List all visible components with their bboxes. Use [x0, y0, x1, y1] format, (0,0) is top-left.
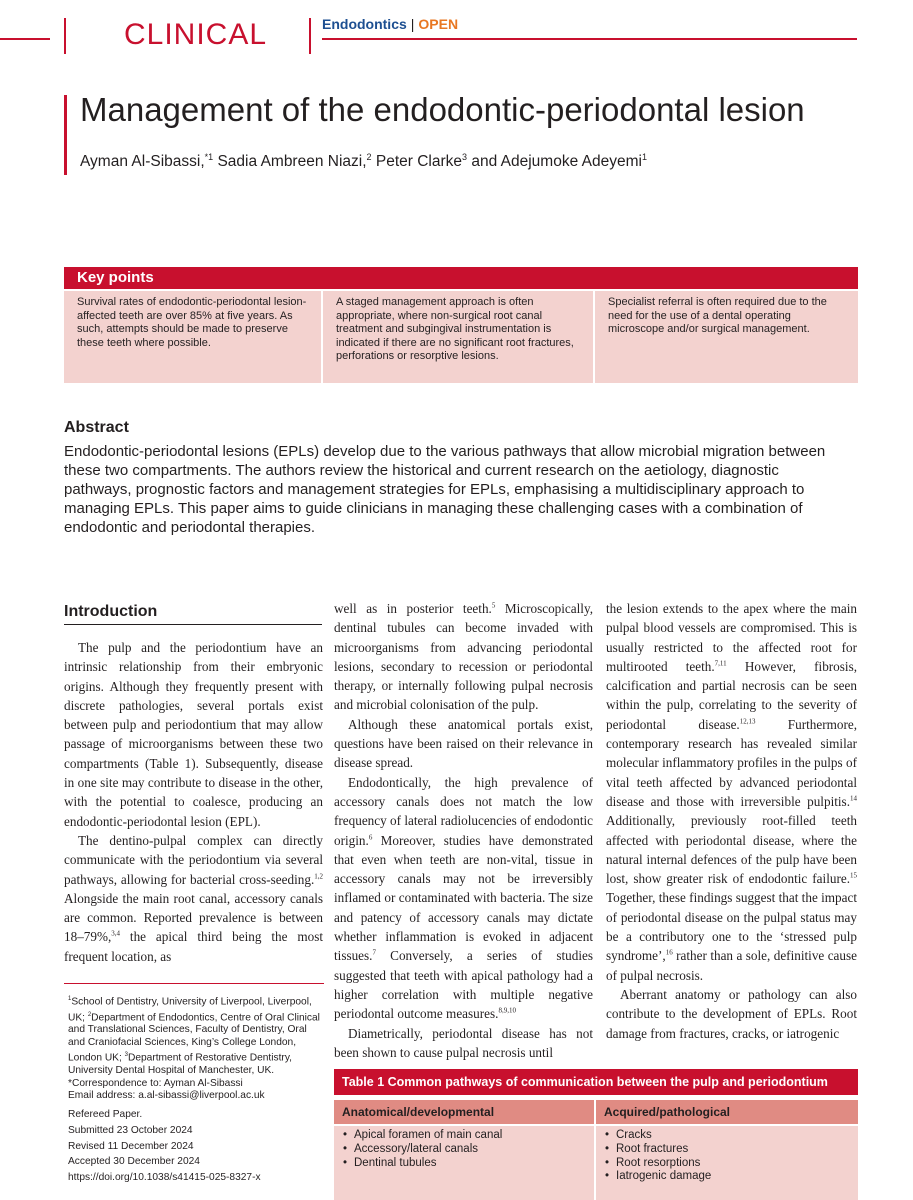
body-column-1 — [64, 638, 323, 966]
author-affiliation-mark: 1 — [641, 152, 647, 162]
citation[interactable]: 6 — [368, 833, 373, 842]
heading-rule — [64, 624, 322, 625]
header-rule-left — [0, 38, 50, 40]
doi-link[interactable]: https://doi.org/10.1038/s41415-025-8327-x — [68, 1172, 261, 1184]
key-point: A staged management approach is often appropriate, where non-surgical root canal treatment and subgingival instrumentation is indicated if there are no significant root fractures, perforations or resorptive lesions. — [323, 291, 593, 383]
paragraph: Although these anatomical portals exist, questions have been raised on their relevance in disease spread. — [334, 716, 593, 771]
author-list — [80, 152, 647, 171]
section-label: CLINICAL — [124, 18, 268, 51]
key-points-heading: Key points — [64, 267, 858, 289]
citation[interactable]: 7,11 — [714, 659, 727, 668]
introduction-heading: Introduction — [64, 603, 158, 620]
list-item: • Root resorptions — [616, 1157, 858, 1171]
citation[interactable]: 7 — [372, 948, 376, 957]
author-name: Ayman Al-Sibassi, — [80, 153, 205, 171]
accepted-date: Accepted 30 December 2024 — [68, 1156, 200, 1168]
table-title: Table 1 Common pathways of communication between the pulp and periodontium — [334, 1069, 858, 1095]
author-name: Peter Clarke — [375, 153, 463, 171]
header-rule-right — [322, 38, 857, 40]
list-item: • Accessory/lateral canals — [354, 1143, 594, 1157]
refereed-status: Refereed Paper. — [68, 1109, 143, 1120]
open-access-badge: OPEN — [418, 16, 459, 32]
citation[interactable]: 1,2 — [314, 872, 323, 881]
header-divider — [309, 18, 311, 54]
paragraph: Endodontically, the high prevalence of accessory canals does not match the low frequency of lateral radiolucencies of endodontic origin.$^6$ Moreover, studies have demonstrated that even when teeth are non-vital, tissue in accessory canals may not be irreversibly inflamed or contaminated with bacteria. The size and patency of accessory canals may dictate whether inflammation is evoked in adjacent tissues.$^7$ Conversely, a series of studies suggested that teeth with apical pathology had a higher correlation with multiple negative periodontal outcome measures.$^{8,9,10}$ — [334, 774, 593, 1022]
list-item: • Iatrogenic damage — [616, 1170, 858, 1184]
paragraph: Diametrically, periodontal disease has not been shown to cause pulpal necrosis until — [334, 1025, 593, 1060]
list-item: • Root fractures — [616, 1143, 858, 1157]
body-column-3 — [606, 599, 857, 1043]
paragraph: The dentino-pulpal complex can directly communicate with the periodontium via several pathways, allowing for bacterial cross-seeding.$^{1,2}$ Alongside the main root canal, accessory canals are common. Reported prevalence is between 18–79%,$^{3,4}$ the apical third being the most frequent location, as — [64, 832, 323, 964]
journal-label — [322, 16, 458, 32]
citation[interactable]: 15 — [850, 871, 857, 880]
journal-name[interactable]: Endodontics — [322, 16, 407, 32]
citation[interactable]: 16 — [665, 948, 673, 957]
paragraph: Aberrant anatomy or pathology can also contribute to the development of EPLs. Root damage from fractures, cracks, or iatrogenic — [606, 986, 857, 1041]
revised-date: Revised 11 December 2024 — [68, 1140, 194, 1152]
author-affiliation-mark: 3 — [462, 152, 468, 162]
table-column-header: Anatomical/developmental — [334, 1100, 594, 1124]
affiliations — [68, 993, 320, 1103]
list-item: • Apical foramen of main canal — [354, 1129, 594, 1143]
citation[interactable]: 8,9,10 — [498, 1006, 516, 1015]
email-address[interactable]: Email address: a.al-sibassi@liverpool.ac.uk — [68, 1090, 265, 1102]
author-name: and Adejumoke Adeyemi — [471, 153, 642, 171]
correspondence: *Correspondence to: Ayman Al-Sibassi — [68, 1077, 243, 1089]
body-column-2 — [334, 599, 593, 1062]
table-column-header: Acquired/pathological — [596, 1100, 858, 1124]
journal-separator: | — [410, 16, 415, 32]
article-title: Management of the endodontic-periodontal lesion — [80, 91, 805, 128]
table-cell — [334, 1126, 594, 1200]
list-item: • Dentinal tubules — [354, 1157, 594, 1171]
paragraph: The pulp and the periodontium have an intrinsic relationship from their embryonic origins. Although they frequently present with discrete pathologies, several portals exist between pulp and periodontium that may allow passage of microorganisms between these two compartments (Table 1). Subsequently, disease in one site may contribute to disease in the other, with the potential to coalesce, producing an endodontic-periodontal lesion (EPL). — [64, 640, 323, 829]
key-point: Specialist referral is often required due to the need for the use of a dental operating microscope and/or surgical management. — [595, 291, 858, 383]
list-item: • Cracks — [616, 1129, 858, 1143]
abstract-heading: Abstract — [64, 419, 129, 436]
author-affiliation-mark: *1 — [204, 152, 214, 162]
citation[interactable]: 14 — [850, 794, 857, 803]
paragraph: well as in posterior teeth.$^5$ Microscopically, dentinal tubules can become invaded with microorganisms from advancing periodontal lesions, secondary to recession or periodontal therapy, or internally following pulpal necrosis and microbial colonisation of the pulp. — [334, 601, 593, 713]
submitted-date: Submitted 23 October 2024 — [68, 1124, 193, 1136]
citation[interactable]: 3,4 — [111, 930, 121, 939]
refereed-info — [68, 1107, 320, 1186]
table-list — [596, 1126, 858, 1184]
paragraph: the lesion extends to the apex where the main pulpal blood vessels are compromised. This is usually restricted to the affected root for multirooted teeth.$^{7,11}$ However, fibrosis, calcification and partial necrosis can be seen within the pulp, correlating to the severity of periodontal disease.$^{12,13}$ Furthermore, contemporary research has revealed similar molecular inflammatory profiles in the pulps of vital teeth affected by advanced periodontal disease and those with irreversible pulpitis.$^{14}$ Additionally, previously root-filled teeth affected with periodontal disease, where the natural internal defences of the pulp have been lost, show greater risk of endodontic failure.$^{15}$ Together, these findings suggest that the impact of periodontal disease on the pulpal status may be a contributory one to the ‘stressed pulp syndrome’,$^{16}$ rather than a sole, definitive cause of pulpal necrosis. — [606, 601, 857, 983]
affiliation-text: $^1$School of Dentistry, University of Liverpool, Liverpool, UK; $^2$Department of Endodontics, Centre of Oral Clinical and Translational Sciences, Faculty of Dentistry, Oral and Craniofacial Sciences, King’s College London, London UK; $^3$Department of Restorative Dentistry, University Dental Hospital of Manchester, UK. — [68, 996, 320, 1076]
title-accent-bar — [64, 95, 67, 175]
citation[interactable]: 12,13 — [739, 717, 756, 726]
affiliation-rule — [64, 983, 324, 984]
abstract-text: Endodontic-periodontal lesions (EPLs) develop due to the various pathways that allow microbial migration between these two compartments. The authors review the historical and current research on the aetiology, diagnostic pathways, prognostic factors and management strategies for EPLs, emphasising a multidisciplinary approach to managing EPLs. This paper aims to guide clinicians in managing these challenging cases with a combination of endodontic and periodontal therapies. — [64, 443, 826, 536]
citation[interactable]: 5 — [491, 601, 496, 610]
author-affiliation-mark: 2 — [366, 152, 372, 162]
header-divider — [64, 18, 66, 54]
author-name: Sadia Ambreen Niazi, — [217, 153, 367, 171]
key-point: Survival rates of endodontic-periodontal lesion-affected teeth are over 85% at five years. As such, attempts should be made to preserve these teeth where possible. — [64, 291, 321, 383]
table-cell — [596, 1126, 858, 1200]
table-list — [334, 1126, 594, 1170]
